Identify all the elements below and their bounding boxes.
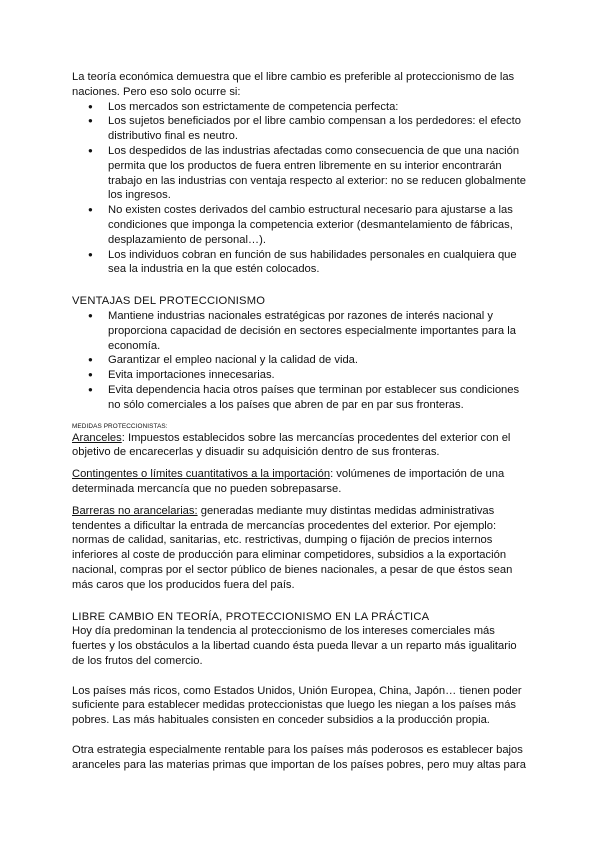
list-item: ● Evita dependencia hacia otros países que terminan por establecer sus condiciones no sólo comerciales a los países que abren de par en par sus fronteras. bbox=[72, 383, 530, 413]
list-item: ● Evita importaciones innecesarias. bbox=[72, 368, 530, 383]
contingentes-paragraph bbox=[72, 467, 530, 497]
medidas-heading: MEDIDAS PROTECCIONISTAS: bbox=[72, 422, 168, 430]
list-item: ● Garantizar el empleo nacional y la calidad de vida. bbox=[72, 353, 530, 368]
list-item: ● No existen costes derivados del cambio estructural necesario para ajustarse a las condiciones que imponga la competencia exterior (desmantelamiento de fábricas, desplazamiento de personal…). bbox=[72, 203, 530, 247]
list-item: ● Mantiene industrias nacionales estratégicas por razones de interés nacional y proporciona capacidad de decisión en sectores especialmente importantes para la economía. bbox=[72, 309, 530, 353]
list-item: ● Los sujetos beneficiados por el libre cambio compensan a los perdedores: el efecto distributivo final es neutro. bbox=[72, 114, 530, 144]
libre-cambio-paragraph-3: Otra estrategia especialmente rentable para los países más poderosos es establecer bajos aranceles para las materias primas que importan de los países pobres, pero muy altas para bbox=[72, 744, 526, 771]
aranceles-paragraph bbox=[72, 431, 530, 461]
ventajas-heading: VENTAJAS DEL PROTECCIONISMO bbox=[72, 295, 266, 308]
list-item: ● Los despedidos de las industrias afectadas como consecuencia de que una nación permita que los productos de fuera entren libremente en su interior encontrarán trabajo en las industrias con ventaja respecto al exterior: no se reducen globalmente los ingresos. bbox=[72, 144, 530, 203]
ventajas-bullet-list bbox=[72, 309, 530, 413]
contingentes-term: Contingentes o límites cuantitativos a la importación bbox=[72, 468, 331, 481]
barreras-term: Barreras no arancelarias: bbox=[72, 504, 198, 517]
list-item: ● Los mercados son estrictamente de competencia perfecta: bbox=[72, 100, 530, 115]
libre-cambio-heading: LIBRE CAMBIO EN TEORÍA, PROTECCIONISMO EN LA PRÁCTICA bbox=[72, 610, 430, 623]
barreras-text: generadas mediante muy distintas medidas administrativas tendentes a dificultar la entrada de mercancías procedentes del exterior. Por ejemplo: normas de calidad, sanitarias, etc. restrictivas, dumping o fijación de precios internos inferiores al coste de producción para eliminar competidores, subsidios a la exportación nacional, compras por el sector público de bienes nacionales, a pesar de que éstos sean más caros que los producidos fuera del país. bbox=[72, 504, 513, 591]
libre-cambio-paragraph-2: Los países más ricos, como Estados Unidos, Unión Europea, China, Japón… tienen poder suficiente para establecer medidas proteccionistas que luego les niegan a los países más pobres. Las más habituales consisten en conceder subsidios a la producción propia. bbox=[72, 684, 522, 727]
aranceles-term: Aranceles bbox=[72, 431, 122, 444]
intro-bullet-list bbox=[72, 100, 530, 278]
aranceles-text: : Impuestos establecidos sobre las mercancías procedentes del exterior con el objetivo de encarecerlas y disuadir su adquisición dentro de sus fronteras. bbox=[72, 431, 511, 459]
document-page bbox=[72, 70, 530, 773]
libre-cambio-paragraph-1: Hoy día predominan la tendencia al proteccionismo de los intereses comerciales más fuertes y los obstáculos a la libertad cuando ésta pueda llevar a un reparto más igualitario de los frutos del comercio. bbox=[72, 625, 517, 667]
intro-paragraph: La teoría económica demuestra que el libre cambio es preferible al proteccionismo de las naciones. Pero eso solo ocurre si: bbox=[72, 71, 515, 98]
contingentes-text: : volúmenes de importación de una determinada mercancía que no pueden sobrepasarse. bbox=[72, 468, 505, 495]
list-item: ● Los individuos cobran en función de sus habilidades personales en cualquiera que sea la industria en la que estén colocados. bbox=[72, 248, 530, 278]
barreras-paragraph bbox=[72, 504, 530, 593]
